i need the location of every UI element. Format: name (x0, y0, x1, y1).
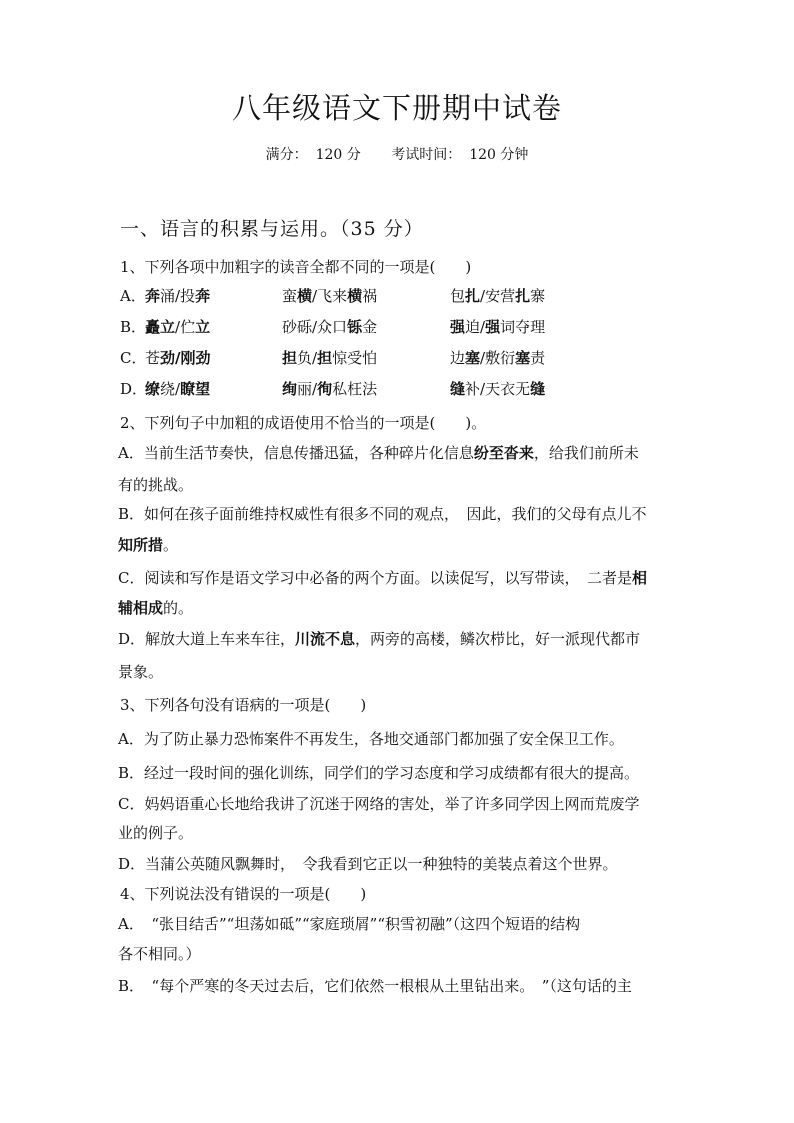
section-heading: 一、语言的积累与运用。（35 分） (120, 218, 424, 240)
q1-b-col2: 砂砾/众口铄金 (282, 318, 378, 336)
q4-option-a-cont: 各不相同。） (118, 945, 201, 963)
q1-b-col3: 强迫/强词夺理 (450, 318, 546, 336)
option-label: D． (120, 380, 148, 398)
q1-d-col1: 缭绕/瞭望 (145, 380, 211, 398)
q1-a-col2: 蛮横/飞来横祸 (282, 287, 378, 305)
q4-option-a: A． “张目结舌”“坦荡如砥”“家庭琐屑”“积雪初融”（这四个短语的结构 (118, 915, 581, 933)
q2-option-d-cont: 景象。 (118, 663, 164, 681)
q2-option-b: B．如何在孩子面前维持权威性有很多不同的观点， 因此，我们的父母有点儿不 (118, 505, 647, 523)
question-4-stem: 4、下列说法没有错误的一项是( ) (120, 885, 367, 903)
q2-option-d: D．解放大道上车来车往，川流不息，两旁的高楼，鳞次栉比，好一派现代都市 (118, 630, 641, 648)
option-label: B． (120, 318, 147, 336)
question-3-stem: 3、下列各句没有语病的一项是( ) (120, 696, 367, 714)
q1-a-col3: 包扎/安营扎寨 (450, 287, 546, 305)
q1-c-col1: 苍劲/刚劲 (145, 349, 211, 367)
q1-c-col3: 边塞/敷衍塞责 (450, 349, 546, 367)
full-score-label: 满分： (265, 147, 308, 163)
q3-option-c: C．妈妈语重心长地给我讲了沉迷于网络的害处，举了许多同学因上网而荒废学 (118, 795, 640, 813)
question-2-stem: 2、下列句子中加粗的成语使用不恰当的一项是( )。 (120, 414, 487, 432)
q4-option-b: B． “每个严寒的冬天过去后，它们依然一根根从土里钻出来。 ”（这句话的主 (118, 977, 632, 995)
q2-option-a-cont: 有的挑战。 (118, 476, 194, 494)
q1-b-col1: 矗立/伫立 (145, 318, 211, 336)
q3-option-b: B．经过一段时间的强化训练，同学们的学习态度和学习成绩都有很大的提高。 (118, 764, 640, 782)
q1-c-col2: 担负/担惊受怕 (282, 349, 378, 367)
full-score: 120 分 (315, 147, 361, 163)
time-label: 考试时间： (391, 147, 462, 163)
q2-option-c: C．阅读和写作是语文学习中必备的两个方面。以读促写，以写带读， 二者是相 (118, 569, 647, 587)
option-label: A． (120, 287, 146, 305)
q2-option-a: A．当前生活节奏快，信息传播迅猛，各种碎片化信息纷至沓来，给我们前所未 (118, 444, 639, 462)
q1-d-col3: 缝补/天衣无缝 (450, 380, 546, 398)
question-1-stem: 1、下列各项中加粗字的读音全都不同的一项是( ) (120, 258, 472, 276)
exam-meta (0, 144, 794, 164)
q3-option-a: A．为了防止暴力恐怖案件不再发生，各地交通部门都加强了安全保卫工作。 (118, 730, 624, 748)
q3-option-c-cont: 业的例子。 (118, 824, 194, 842)
q2-option-c-cont: 辅相成的。 (118, 599, 194, 617)
exam-time: 120 分钟 (469, 147, 529, 163)
q3-option-d: D．当蒲公英随风飘舞时， 令我看到它正以一种独特的美装点着这个世界。 (118, 855, 618, 873)
option-label: C． (120, 349, 147, 367)
page-title: 八年级语文下册期中试卷 (231, 91, 562, 125)
q2-option-b-cont: 知所措。 (118, 536, 179, 554)
q1-a-col1: 奔涌/投奔 (145, 287, 211, 305)
q1-d-col2: 绚丽/徇私枉法 (282, 380, 378, 398)
